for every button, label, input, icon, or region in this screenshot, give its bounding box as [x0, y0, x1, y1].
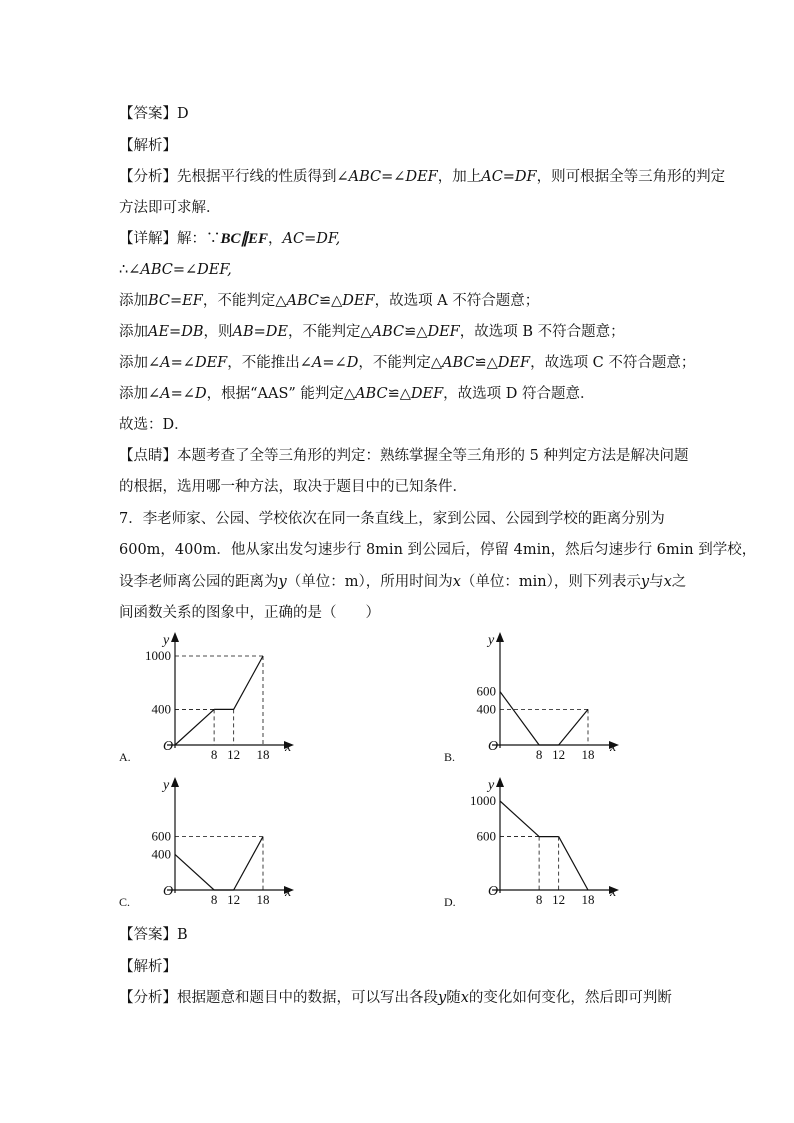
- q7-stem-line1: 7．李老师家、公园、学校依次在同一条直线上，家到公园、公园到学校的距离分别为: [119, 511, 665, 527]
- x-tick-label: 12: [227, 747, 241, 762]
- q6-analysis-heading: 【解析】: [119, 138, 177, 154]
- graph-segment: [559, 709, 588, 745]
- graph-d-svg: [455, 775, 625, 905]
- y-tick-label: 600: [476, 683, 496, 699]
- y-tick-label: 400: [151, 701, 171, 717]
- y-tick-label: 400: [151, 846, 171, 862]
- graph-d-label: D.: [444, 895, 456, 909]
- x-tick-label: 18: [256, 892, 270, 907]
- y-axis-var: y: [163, 633, 170, 648]
- graph-b: [455, 630, 625, 764]
- q6-option-d-line: 添加∠A=∠D，根据“AAS” 能判定△ABC≌△DEF，故选项 D 符合题意．: [119, 386, 595, 402]
- q7-analysis-heading: 【解析】: [119, 959, 177, 975]
- y-tick-label: 400: [476, 701, 496, 717]
- y-axis-arrow: [171, 777, 179, 787]
- x-axis-var: x: [285, 740, 292, 755]
- x-tick-label: 18: [256, 747, 270, 762]
- q6-therefore-line: ∴∠ABC=∠DEF,: [119, 262, 232, 278]
- q7-answer: 【答案】B: [119, 927, 188, 943]
- graph-segment: [175, 854, 214, 890]
- x-tick-label: 8: [535, 892, 543, 907]
- graph-b-label: B.: [444, 750, 456, 764]
- origin-label: O: [163, 739, 174, 754]
- y-axis-var: y: [163, 778, 170, 793]
- x-axis-var: x: [610, 740, 617, 755]
- q6-option-c-line: 添加∠A=∠DEF，不能推出∠A=∠D，不能判定△ABC≌△DEF，故选项 C 不符合题意；: [119, 355, 696, 371]
- q7-fenxi-line: 【分析】根据题意和题目中的数据，可以写出各段y随x的变化如何变化，然后即可判断: [119, 990, 672, 1006]
- graph-a-label: A.: [119, 750, 131, 764]
- x-tick-label: 12: [552, 892, 566, 907]
- graph-d: [455, 775, 625, 909]
- q6-dianjing-line2: 的根据，选用哪一种方法，取决于题目中的已知条件．: [119, 479, 467, 495]
- graph-c-label: C.: [119, 895, 131, 909]
- graph-c-svg: [130, 775, 300, 905]
- q7-stem-line3: 设李老师离公园的距离为y（单位：m），所用时间为x（单位：min），则下列表示y与x之: [119, 574, 687, 590]
- q6-fenxi-line1: 【分析】先根据平行线的性质得到∠ABC=∠DEF，加上AC=DF，则可根据全等三角形的判定: [119, 169, 726, 185]
- q6-choose: 故选：D．: [119, 417, 189, 433]
- y-axis-arrow: [171, 632, 179, 642]
- x-tick-label: 12: [552, 747, 566, 762]
- x-tick-label: 8: [210, 892, 218, 907]
- y-axis-arrow: [496, 632, 504, 642]
- graph-a-svg: [130, 630, 300, 760]
- graph-segment: [234, 837, 263, 890]
- graph-segment: [500, 692, 539, 745]
- graph-segment: [175, 709, 214, 745]
- q6-option-b-line: 添加AE=DB，则AB=DE，不能判定△ABC≌△DEF，故选项 B 不符合题意；: [119, 324, 625, 340]
- q6-dianjing-line1: 【点睛】本题考查了全等三角形的判定：熟练掌握全等三角形的 5 种判定方法是解决问题: [119, 448, 689, 464]
- y-tick-label: 600: [476, 828, 496, 844]
- origin-label: O: [163, 884, 174, 899]
- x-axis-var: x: [610, 885, 617, 900]
- q6-option-a-line: 添加BC=EF，不能判定△ABC≌△DEF，故选项 A 不符合题意；: [119, 293, 540, 309]
- y-axis-var: y: [488, 633, 495, 648]
- x-tick-label: 18: [581, 892, 595, 907]
- graph-a: [130, 630, 300, 764]
- y-tick-label: 600: [151, 828, 171, 844]
- y-axis-arrow: [496, 777, 504, 787]
- x-tick-label: 12: [227, 892, 241, 907]
- y-axis-var: y: [488, 778, 495, 793]
- q6-fenxi-line2: 方法即可求解．: [119, 200, 221, 216]
- graph-segment: [559, 837, 588, 890]
- y-tick-label: 1000: [145, 648, 171, 663]
- x-axis-var: x: [285, 885, 292, 900]
- x-tick-label: 8: [210, 747, 218, 762]
- graph-c: [130, 775, 300, 909]
- x-tick-label: 18: [581, 747, 595, 762]
- x-tick-label: 8: [535, 747, 543, 762]
- origin-label: O: [488, 739, 499, 754]
- graph-b-svg: [455, 630, 625, 760]
- q7-stem-line2: 600m，400m．他从家出发匀速步行 8min 到公园后，停留 4min，然后匀速步行 6min 到学校，: [119, 542, 757, 558]
- q6-answer: 【答案】D: [119, 106, 189, 122]
- q6-xiangjie-line1: 【详解】解：∵BC∥EF，AC=DF,: [119, 231, 341, 247]
- graph-segment: [234, 656, 263, 709]
- y-tick-label: 1000: [470, 793, 496, 808]
- graph-segment: [500, 801, 539, 837]
- origin-label: O: [488, 884, 499, 899]
- q7-stem-line4: 间函数关系的图象中，正确的是（ ）: [119, 605, 380, 621]
